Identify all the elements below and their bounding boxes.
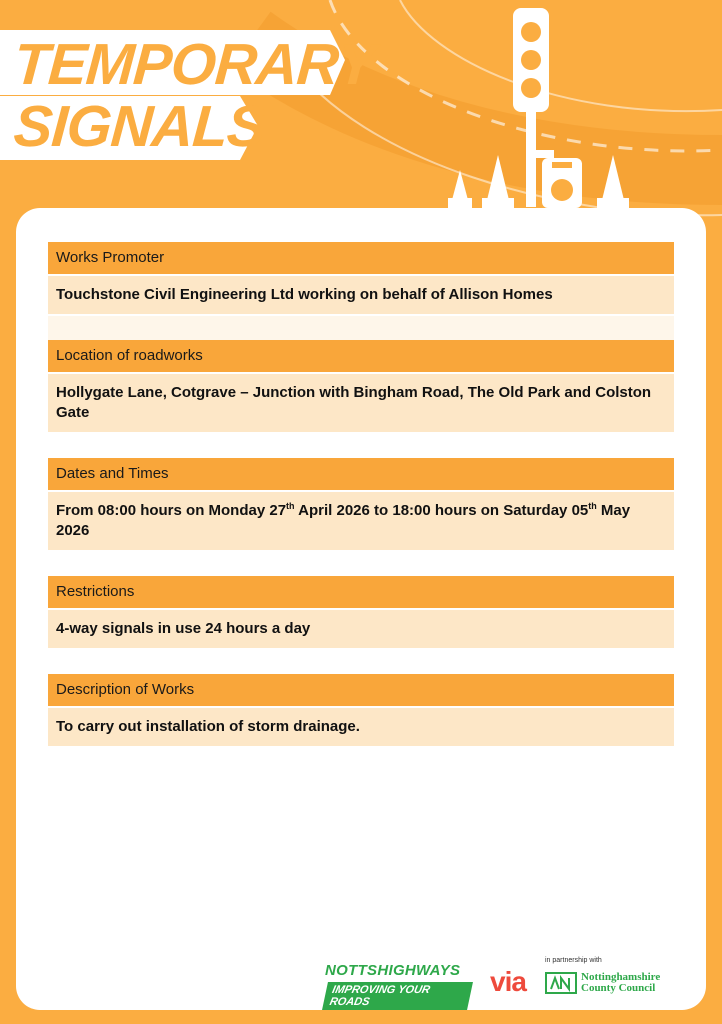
- section-dates-times: [48, 458, 674, 550]
- notts-highways-logo: NOTTSHIGHWAYS IMPROVING YOUR ROADS: [325, 962, 470, 1010]
- section-body: Hollygate Lane, Cotgrave – Junction with Bingham Road, The Old Park and Colston Gate: [48, 374, 674, 432]
- page-title-line-1: TEMPORARY: [11, 32, 377, 97]
- section-heading: Location of roadworks: [48, 340, 674, 372]
- section-body: From 08:00 hours on Monday 27th April 2026 to 18:00 hours on Saturday 05th May 2026: [48, 492, 674, 550]
- section-heading: Restrictions: [48, 576, 674, 608]
- section-heading: Description of Works: [48, 674, 674, 706]
- section-body: To carry out installation of storm drainage.: [48, 708, 674, 746]
- section-location: [48, 340, 674, 432]
- nottinghamshire-county-council-logo: Nottinghamshire County Council: [545, 972, 660, 994]
- section-body: 4-way signals in use 24 hours a day: [48, 610, 674, 648]
- section-heading: Works Promoter: [48, 242, 674, 274]
- partnership-label: in partnership with: [545, 957, 602, 964]
- section-heading: Dates and Times: [48, 458, 674, 490]
- section-works-promoter: [48, 242, 674, 344]
- via-logo: via: [490, 966, 526, 997]
- page-title-line-2: SIGNALS: [11, 94, 268, 159]
- section-description: [48, 674, 674, 746]
- section-body: Touchstone Civil Engineering Ltd working on behalf of Allison Homes: [48, 276, 674, 314]
- section-restrictions: [48, 576, 674, 648]
- council-crest-icon: [545, 972, 577, 994]
